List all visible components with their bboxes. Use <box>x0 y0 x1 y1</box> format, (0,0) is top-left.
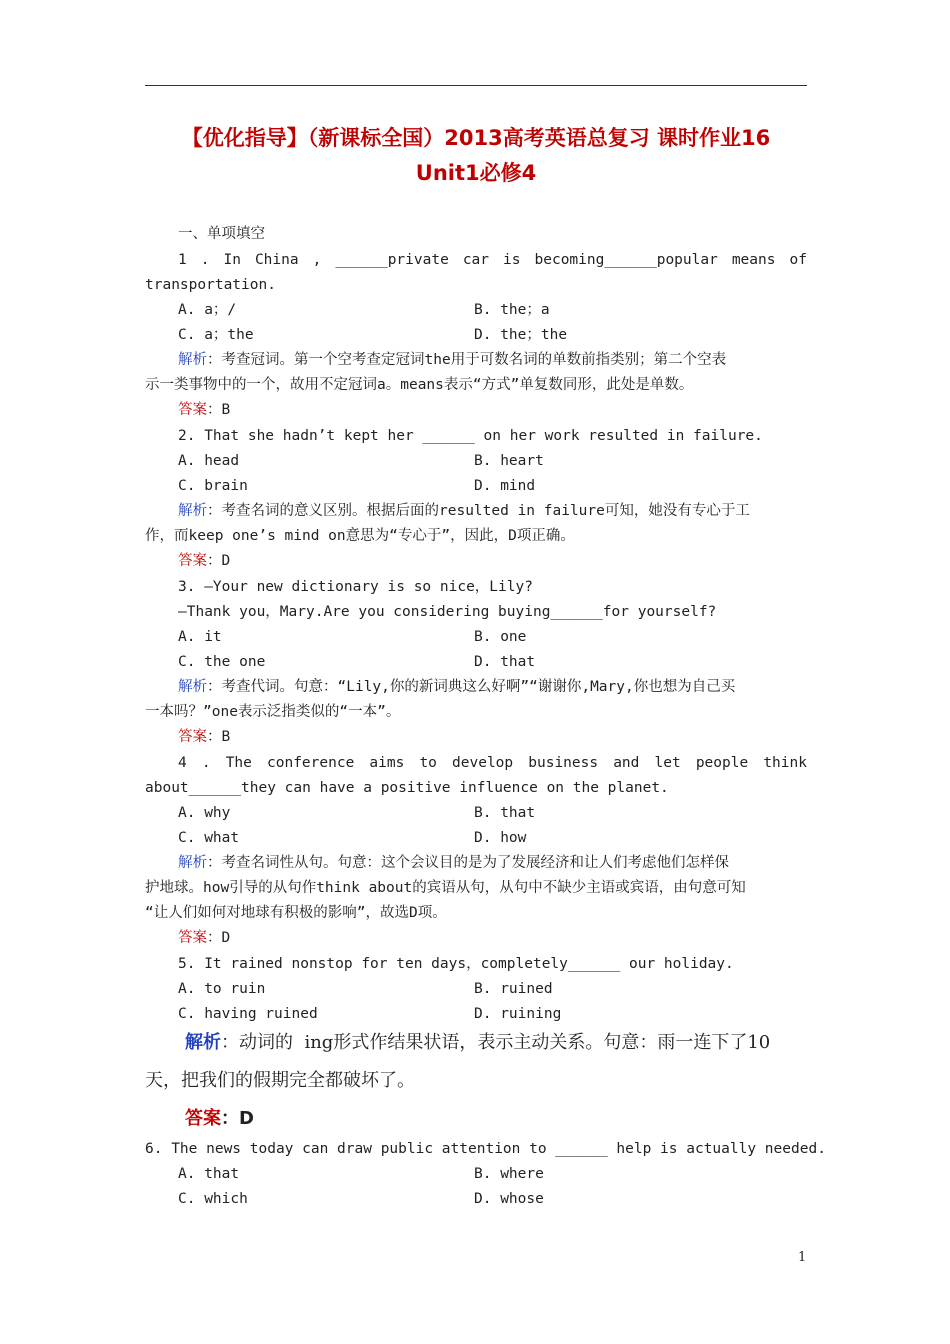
q2-answer: 答案：D <box>178 553 231 569</box>
q4-option-d: D. how <box>474 830 527 846</box>
section-heading: 一、单项填空 <box>178 226 265 242</box>
page-subtitle: Unit1必修4 <box>415 161 537 185</box>
q4-answer: 答案：D <box>178 930 231 946</box>
q4-option-c: C. what <box>178 830 240 846</box>
q5-explanation-cont: 天，把我们的假期完全都破坏了。 <box>145 1070 415 1091</box>
q1-option-c: C. a；the <box>178 327 254 343</box>
q2-option-a: A. head <box>178 453 240 469</box>
q4-explanation-cont-2: “让人们如何对地球有积极的影响”，故选D项。 <box>145 905 447 921</box>
q2-option-d: D. mind <box>474 478 536 494</box>
q3-answer: 答案：B <box>178 729 231 745</box>
question-5-stem: 5. It rained nonstop for ten days，completely______ our holiday. <box>178 956 734 972</box>
q1-option-d: D. the；the <box>474 327 568 343</box>
q5-option-b: B. ruined <box>474 981 553 997</box>
q6-option-c: C. which <box>178 1191 248 1207</box>
question-1-stem: 1 . In China , ______private car is becoming______popular means of <box>178 252 807 268</box>
question-6-stem: 6. The news today can draw public attention to ______ help is actually needed. <box>145 1141 826 1157</box>
q2-option-b: B. heart <box>474 453 544 469</box>
q3-option-a: A. it <box>178 629 222 645</box>
page-title: 【优化指导】（新课标全国）2013高考英语总复习 课时作业16 <box>181 126 771 150</box>
question-4-stem-cont: about______they can have a positive influence on the planet. <box>145 780 669 796</box>
q2-explanation-cont: 作，而keep one’s mind on意思为“专心于”，因此，D项正确。 <box>145 528 575 544</box>
q3-option-b: B. one <box>474 629 527 645</box>
q1-explanation: 解析：考查冠词。第一个空考查定冠词the用于可数名词的单数前指类别；第二个空表 <box>178 352 727 368</box>
q1-option-a: A. a；/ <box>178 302 237 318</box>
q5-answer: 答案：D <box>185 1108 254 1129</box>
q3-explanation-cont: 一本吗？”one表示泛指类似的“一本”。 <box>145 704 401 720</box>
question-4-stem: 4 . The conference aims to develop business and let people think <box>178 755 807 771</box>
question-1-stem-cont: transportation. <box>145 277 276 293</box>
q6-option-b: B. where <box>474 1166 544 1182</box>
question-3-stem: 3. —Your new dictionary is so nice，Lily? <box>178 579 533 595</box>
q5-option-c: C. having ruined <box>178 1006 318 1022</box>
q1-option-b: B. the；a <box>474 302 550 318</box>
q6-option-d: D. whose <box>474 1191 544 1207</box>
q1-explanation-cont: 示一类事物中的一个，故用不定冠词a。means表示“方式”单复数同形，此处是单数。 <box>145 377 694 393</box>
q4-option-a: A. why <box>178 805 231 821</box>
q2-explanation: 解析：考查名词的意义区别。根据后面的resulted in failure可知，她没有专心于工 <box>178 503 750 519</box>
q4-explanation-cont: 护地球。how引导的从句作think about的宾语从句，从句中不缺少主语或宾语，由句意可知 <box>145 880 746 896</box>
question-2-stem: 2. That she hadn’t kept her ______ on her work resulted in failure. <box>178 428 763 444</box>
q1-answer: 答案：B <box>178 402 231 418</box>
q2-option-c: C. brain <box>178 478 248 494</box>
q5-explanation: 解析：动词的 ing形式作结果状语，表示主动关系。句意：雨一连下了10 <box>185 1032 771 1053</box>
q3-option-c: C. the one <box>178 654 266 670</box>
page-number: 1 <box>798 1250 807 1265</box>
question-3-stem-cont: —Thank you，Mary.Are you considering buying______for yourself? <box>178 604 717 620</box>
header-rule <box>145 85 807 86</box>
q4-explanation: 解析：考查名词性从句。句意：这个会议目的是为了发展经济和让人们考虑他们怎样保 <box>178 855 729 871</box>
q5-option-d: D. ruining <box>474 1006 562 1022</box>
q3-explanation: 解析：考查代词。句意：“Lily,你的新词典这么好啊”“谢谢你,Mary,你也想为自己买 <box>178 679 736 695</box>
q6-option-a: A. that <box>178 1166 240 1182</box>
q4-option-b: B. that <box>474 805 536 821</box>
q3-option-d: D. that <box>474 654 536 670</box>
q5-option-a: A. to ruin <box>178 981 266 997</box>
